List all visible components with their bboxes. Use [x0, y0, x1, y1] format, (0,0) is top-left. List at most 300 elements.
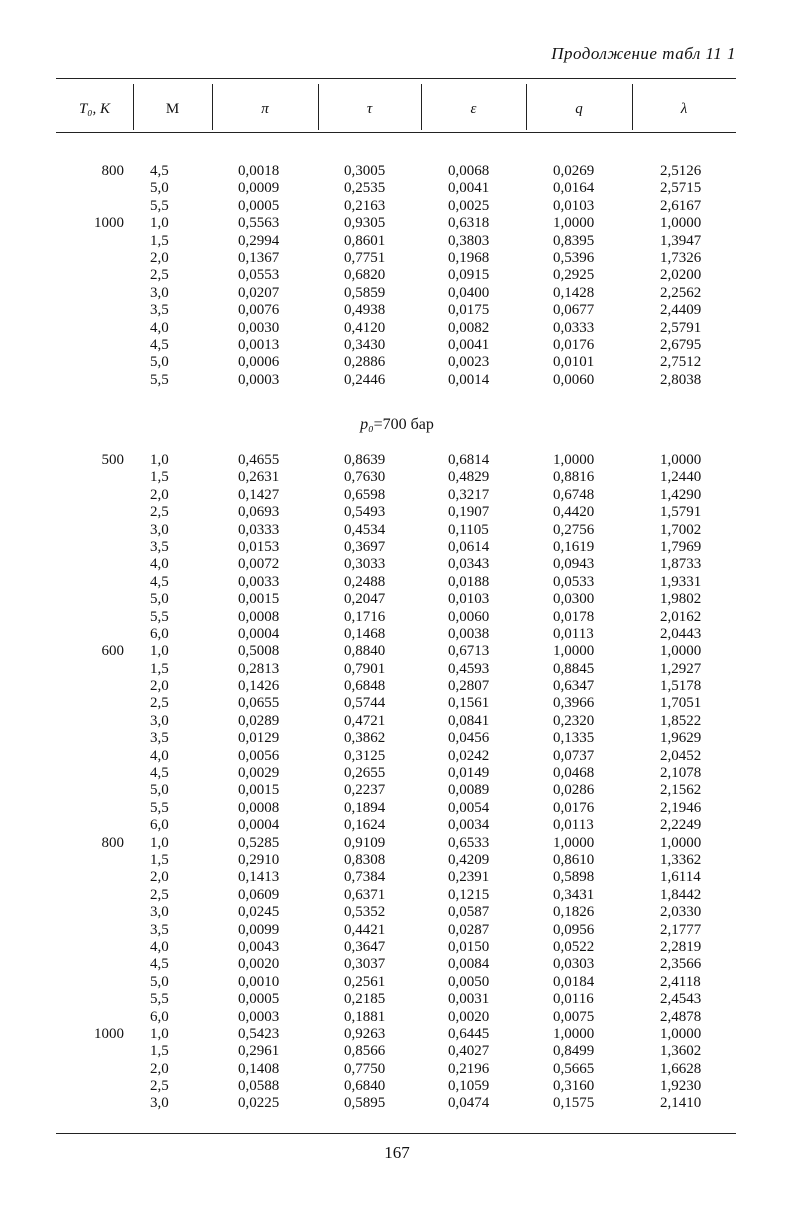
table-cell: 1,8442 [660, 886, 702, 903]
table-cell [60, 974, 124, 991]
table-cell: 1,9629 [660, 730, 702, 747]
column-m [150, 163, 190, 389]
table-cell: 5,0 [150, 354, 169, 371]
table-cell: 0,5423 [238, 1025, 280, 1042]
table-cell: 0,2237 [344, 782, 386, 799]
table-cell: 600 [101, 643, 124, 660]
table-cell [60, 469, 124, 486]
table-cell: 0,0956 [553, 921, 595, 938]
table-cell: 0,0060 [448, 608, 490, 625]
table-cell: 0,9109 [344, 834, 386, 851]
table-cell: 0,1894 [344, 799, 386, 816]
table-cell: 0,0176 [553, 799, 595, 816]
table-cell: 0,0054 [448, 799, 490, 816]
table-cell [60, 233, 124, 250]
table-cell: 2,5 [150, 1078, 169, 1095]
table-cell: 0,2320 [553, 712, 595, 729]
table-cell: 1,5 [150, 1043, 169, 1060]
table-cell: 0,2886 [344, 354, 386, 371]
table-cell: 0,0175 [448, 302, 490, 319]
table-cell: 0,0089 [448, 782, 490, 799]
table-cell: 2,5 [150, 886, 169, 903]
table-cell: 1,8733 [660, 556, 702, 573]
table-cell: 0,0269 [553, 163, 595, 179]
table-cell: 0,0060 [553, 371, 595, 388]
table-cell [60, 748, 124, 765]
table-cell: 1,6114 [660, 869, 701, 886]
table-cell [60, 180, 124, 197]
table-cell: 2,0162 [660, 608, 702, 625]
table-cell: 0,0075 [553, 1008, 595, 1025]
table-cell: 2,1410 [660, 1095, 702, 1112]
table-cell: 0,0164 [553, 180, 595, 197]
table-cell: 2,4118 [660, 973, 701, 990]
table-cell: 0,0004 [238, 625, 280, 642]
table-cell [60, 852, 124, 869]
table-cell: 0,5895 [344, 1095, 386, 1112]
table-cell: 3,0 [150, 521, 169, 538]
table-cell: 0,0101 [553, 354, 595, 371]
table-cell: 0,2391 [448, 869, 490, 886]
table-cell: 0,1367 [238, 249, 280, 266]
table-cell: 0,0008 [238, 799, 280, 816]
table-cell: 2,8038 [660, 371, 702, 388]
table-cell: 1,6628 [660, 1060, 702, 1077]
table-cell: 800 [101, 834, 124, 851]
table-cell: 0,0013 [238, 336, 280, 353]
table-cell: 2,2249 [660, 817, 702, 834]
table-cell: 2,0452 [660, 747, 702, 764]
table-cell: 0,3430 [344, 336, 386, 353]
table-cell: 0,2196 [448, 1060, 490, 1077]
table-cell [60, 939, 124, 956]
table-cell: 0,0587 [448, 904, 490, 921]
table-cell: 2,5 [150, 267, 169, 284]
table-cell: 0,9263 [344, 1025, 386, 1042]
table-cell [60, 991, 124, 1008]
table-cell: 0,5665 [553, 1060, 595, 1077]
table-cell: 0,0456 [448, 730, 490, 747]
table-cell: 1,9331 [660, 573, 702, 590]
table-cell: 2,0 [150, 486, 169, 503]
table-cell: 0,0004 [238, 817, 280, 834]
table-cell: 1,9802 [660, 591, 702, 608]
table-cell: 1,8522 [660, 712, 702, 729]
table-cell: 2,5715 [660, 180, 702, 197]
table-cell: 0,6848 [344, 678, 386, 695]
table-cell: 0,3803 [448, 232, 490, 249]
table-cell: 1,5 [150, 232, 169, 249]
table-cell [60, 765, 124, 782]
table-cell: 800 [101, 163, 124, 179]
table-cell [60, 887, 124, 904]
table-cell: 0,0041 [448, 336, 490, 353]
table-cell: 0,0474 [448, 1095, 490, 1112]
table-cell: 2,4543 [660, 991, 702, 1008]
table-cell: 0,1826 [553, 904, 595, 921]
table-cell: 4,0 [150, 938, 169, 955]
table-cell: 0,3431 [553, 886, 595, 903]
table-cell [60, 782, 124, 799]
table-cell: 1,0000 [553, 643, 595, 660]
table-cell: 0,4120 [344, 319, 386, 336]
table-cell: 1,0 [150, 643, 169, 660]
table-cell: 0,5859 [344, 284, 386, 301]
table-cell: 0,2047 [344, 591, 386, 608]
table-cell: 5,5 [150, 197, 169, 214]
table-cell: 0,6347 [553, 678, 595, 695]
table-cell: 0,0050 [448, 973, 490, 990]
table-cell: 0,4938 [344, 302, 386, 319]
table-cell: 1,7969 [660, 538, 702, 555]
table-cell: 0,0287 [448, 921, 490, 938]
table-cell: 1,0000 [660, 1025, 702, 1042]
table-cell: 0,0400 [448, 284, 490, 301]
table-cell: 2,2819 [660, 938, 702, 955]
table-cell: 0,0076 [238, 302, 280, 319]
table-cell: 0,5744 [344, 695, 386, 712]
table-cell: 0,1335 [553, 730, 595, 747]
table-cell: 0,0030 [238, 319, 280, 336]
table-cell: 0,3037 [344, 956, 386, 973]
table-cell: 0,0245 [238, 904, 280, 921]
table-cell: 0,0099 [238, 921, 280, 938]
table-cell: 0,0103 [553, 197, 595, 214]
column-lam [660, 452, 726, 1113]
table-caption: Продолжение табл 11 1 [551, 44, 736, 63]
table-cell: 0,7630 [344, 469, 386, 486]
table-cell: 0,1575 [553, 1095, 595, 1112]
table-cell: 3,5 [150, 730, 169, 747]
table-cell: 3,5 [150, 921, 169, 938]
table-cell: 0,2561 [344, 973, 386, 990]
table-cell [60, 354, 124, 371]
column-lam [660, 163, 726, 389]
table-cell: 0,1624 [344, 817, 386, 834]
table-cell: 0,4421 [344, 921, 386, 938]
table-cell: 1000 [94, 1025, 124, 1042]
table-cell: 0,0033 [238, 573, 280, 590]
table-cell: 4,5 [150, 573, 169, 590]
table-cell: 0,0025 [448, 197, 490, 214]
table-cell [60, 661, 124, 678]
table-cell: 0,5285 [238, 834, 280, 851]
table-cell: 2,5791 [660, 319, 702, 336]
table-cell: 0,0677 [553, 302, 595, 319]
table-cell: 0,0150 [448, 938, 490, 955]
table-cell: 0,0084 [448, 956, 490, 973]
column-pi [238, 163, 304, 389]
table-cell: 0,0113 [553, 817, 594, 834]
table-cell: 0,3033 [344, 556, 386, 573]
table-cell: 0,1619 [553, 538, 595, 555]
table-cell: 0,0178 [553, 608, 595, 625]
table-cell: 0,0015 [238, 782, 280, 799]
page-number: 167 [384, 1143, 410, 1162]
table-cell [60, 302, 124, 319]
table-cell: 0,3647 [344, 938, 386, 955]
table-cell: 1,0000 [660, 834, 702, 851]
column-tau [344, 452, 410, 1113]
table-cell: 0,5008 [238, 643, 280, 660]
table-cell: 0,0655 [238, 695, 280, 712]
table-cell: 0,3005 [344, 163, 386, 179]
table-cell [60, 337, 124, 354]
table-cell: 0,4655 [238, 452, 280, 468]
table-cell: 0,0072 [238, 556, 280, 573]
table-cell: 2,0443 [660, 625, 702, 642]
table-cell: 0,2910 [238, 851, 280, 868]
table-cell: 0,0303 [553, 956, 595, 973]
table-cell [60, 522, 124, 539]
bottom-rule [56, 1133, 736, 1134]
table-cell: 0,0614 [448, 538, 490, 555]
header-pi: π [261, 101, 269, 117]
table-cell: 0,2655 [344, 765, 386, 782]
table-cell [60, 678, 124, 695]
table-cell: 0,2925 [553, 267, 595, 284]
table-cell: 0,0522 [553, 938, 595, 955]
table-cell: 3,5 [150, 538, 169, 555]
table-cell: 0,2807 [448, 678, 490, 695]
column-tau [344, 163, 410, 389]
table-cell: 2,5 [150, 504, 169, 521]
table-cell: 0,1426 [238, 678, 280, 695]
table-cell [60, 904, 124, 921]
table-cell: 0,0113 [553, 625, 594, 642]
table-cell: 2,1777 [660, 921, 702, 938]
table-cell: 0,0068 [448, 163, 490, 179]
table-cell: 5,0 [150, 973, 169, 990]
table-cell: 0,0588 [238, 1078, 280, 1095]
table-cell: 0,0010 [238, 973, 280, 990]
table-cell: 0,1561 [448, 695, 490, 712]
table-cell: 5,5 [150, 371, 169, 388]
table-cell: 0,0020 [238, 956, 280, 973]
table-cell: 0,2446 [344, 371, 386, 388]
table-cell [60, 504, 124, 521]
table-cell: 2,6795 [660, 336, 702, 353]
table-cell: 0,2756 [553, 521, 595, 538]
table-cell: 0,6445 [448, 1025, 490, 1042]
column-t [60, 163, 124, 389]
table-cell: 6,0 [150, 817, 169, 834]
table-cell: 1,0000 [660, 215, 702, 232]
table-cell: 1,0 [150, 1025, 169, 1042]
table-cell: 0,0915 [448, 267, 490, 284]
table-cell: 0,1413 [238, 869, 280, 886]
table-cell: 0,6840 [344, 1078, 386, 1095]
table-cell: 0,1716 [344, 608, 386, 625]
table-cell: 0,6820 [344, 267, 386, 284]
table-cell: 0,0300 [553, 591, 595, 608]
table-cell: 1,5 [150, 469, 169, 486]
table-cell [60, 556, 124, 573]
table-cell: 0,4420 [553, 504, 595, 521]
table-cell: 0,0038 [448, 625, 490, 642]
header-t0: T₀, K [78, 101, 111, 117]
table-cell: 2,1946 [660, 799, 702, 816]
table-cell: 0,0149 [448, 765, 490, 782]
header-rule [56, 132, 736, 133]
table-cell: 0,4829 [448, 469, 490, 486]
table-cell: 2,5 [150, 695, 169, 712]
table-cell: 0,0116 [553, 991, 594, 1008]
header-lambda: λ [680, 101, 688, 117]
table-cell: 1,3362 [660, 851, 702, 868]
table-cell: 2,0200 [660, 267, 702, 284]
table-cell: 0,0082 [448, 319, 490, 336]
column-pi [238, 452, 304, 1113]
table-cell: 0,0609 [238, 886, 280, 903]
table-cell: 0,0056 [238, 747, 280, 764]
table-cell: 0,3862 [344, 730, 386, 747]
table-cell: 0,2185 [344, 991, 386, 1008]
table-cell: 0,0031 [448, 991, 490, 1008]
table-cell: 0,1968 [448, 249, 490, 266]
table-cell: 0,0008 [238, 608, 280, 625]
table-cell: 0,1427 [238, 486, 280, 503]
table-cell: 0,9305 [344, 215, 386, 232]
table-cell [60, 285, 124, 302]
table-cell: 3,0 [150, 284, 169, 301]
table-cell: 0,4534 [344, 521, 386, 538]
table-cell: 1,0000 [553, 215, 595, 232]
table-cell: 1,3947 [660, 232, 702, 249]
table-cell: 0,0014 [448, 371, 490, 388]
table-cell [60, 817, 124, 834]
table-cell: 0,1105 [448, 521, 489, 538]
header-eps: ε [470, 101, 477, 117]
table-cell: 4,5 [150, 163, 169, 179]
table-cell: 0,0333 [553, 319, 595, 336]
table-cell: 0,0841 [448, 712, 490, 729]
table-cell: 0,0242 [448, 747, 490, 764]
table-cell: 0,8395 [553, 232, 595, 249]
table-cell: 0,2994 [238, 232, 280, 249]
table-cell: 1,4290 [660, 486, 702, 503]
table-cell: 1,5178 [660, 678, 702, 695]
table-cell: 0,0041 [448, 180, 490, 197]
table-cell: 4,5 [150, 765, 169, 782]
table-cell: 0,6371 [344, 886, 386, 903]
table-cell: 0,6598 [344, 486, 386, 503]
table-cell: 0,0176 [553, 336, 595, 353]
column-eps [448, 163, 514, 389]
table-cell: 0,1215 [448, 886, 490, 903]
table-cell: 2,1078 [660, 765, 702, 782]
section-title-symbol: p₀ [360, 416, 374, 433]
table-cell: 0,0015 [238, 591, 280, 608]
table-cell: 0,0286 [553, 782, 595, 799]
table-cell: 0,0553 [238, 267, 280, 284]
table-cell: 0,8816 [553, 469, 595, 486]
table-cell: 0,2163 [344, 197, 386, 214]
table-cell [60, 1043, 124, 1060]
table-cell [60, 695, 124, 712]
table-cell: 2,0 [150, 678, 169, 695]
table-cell: 0,4209 [448, 851, 490, 868]
table-cell: 2,2562 [660, 284, 702, 301]
column-m [150, 452, 190, 1113]
table-cell: 5,5 [150, 608, 169, 625]
table-cell: 5,5 [150, 799, 169, 816]
table-cell: 4,0 [150, 319, 169, 336]
table-cell: 5,0 [150, 180, 169, 197]
table-cell: 0,0693 [238, 504, 280, 521]
table-cell: 1,7326 [660, 249, 702, 266]
table-cell: 4,0 [150, 556, 169, 573]
table-cell: 0,8840 [344, 643, 386, 660]
table-cell: 0,8499 [553, 1043, 595, 1060]
table-cell: 0,0207 [238, 284, 280, 301]
table-cell: 0,6533 [448, 834, 490, 851]
table-cell: 0,0005 [238, 991, 280, 1008]
table-cell: 1,0 [150, 452, 169, 468]
table-cell [60, 591, 124, 608]
table-cell: 0,0343 [448, 556, 490, 573]
table-cell: 1000 [94, 215, 124, 232]
table-cell: 2,3566 [660, 956, 702, 973]
table-cell: 0,6814 [448, 452, 490, 468]
top-rule [56, 78, 736, 79]
table-cell: 0,1907 [448, 504, 490, 521]
table-cell [60, 922, 124, 939]
table-cell: 5,5 [150, 991, 169, 1008]
table-cell: 5,0 [150, 591, 169, 608]
table-cell: 0,4721 [344, 712, 386, 729]
table-cell [60, 626, 124, 643]
table-cell: 0,0184 [553, 973, 595, 990]
table-cell: 1,0000 [660, 452, 702, 468]
table-cell: 0,0129 [238, 730, 280, 747]
table-cell: 0,0225 [238, 1095, 280, 1112]
table-cell: 6,0 [150, 1008, 169, 1025]
table-cell: 4,5 [150, 956, 169, 973]
table-cell: 0,2813 [238, 660, 280, 677]
table-cell [60, 487, 124, 504]
table-cell: 0,5493 [344, 504, 386, 521]
header-tau: τ [366, 101, 373, 117]
table-cell: 0,2961 [238, 1043, 280, 1060]
table-cell: 0,5563 [238, 215, 280, 232]
table-cell [60, 1095, 124, 1112]
table-cell: 6,0 [150, 625, 169, 642]
table-cell: 0,1408 [238, 1060, 280, 1077]
table-cell: 0,7751 [344, 249, 386, 266]
table-cell [60, 869, 124, 886]
table-cell: 1,0000 [553, 1025, 595, 1042]
table-cell: 0,0009 [238, 180, 280, 197]
table-cell: 1,3602 [660, 1043, 702, 1060]
table-cell: 2,0 [150, 1060, 169, 1077]
table-cell: 0,1059 [448, 1078, 490, 1095]
table-cell: 0,0289 [238, 712, 280, 729]
table-cell: 1,7051 [660, 695, 702, 712]
table-cell: 2,4409 [660, 302, 702, 319]
table-cell [60, 800, 124, 817]
table-cell: 0,0006 [238, 354, 280, 371]
table-cell: 3,5 [150, 302, 169, 319]
table-cell: 0,8601 [344, 232, 386, 249]
table-cell: 0,0005 [238, 197, 280, 214]
table-cell [60, 574, 124, 591]
table-cell: 0,8639 [344, 452, 386, 468]
table-cell: 0,1468 [344, 625, 386, 642]
table-cell: 0,0103 [448, 591, 490, 608]
table-cell: 0,1881 [344, 1008, 386, 1025]
header-m: M [165, 101, 180, 117]
